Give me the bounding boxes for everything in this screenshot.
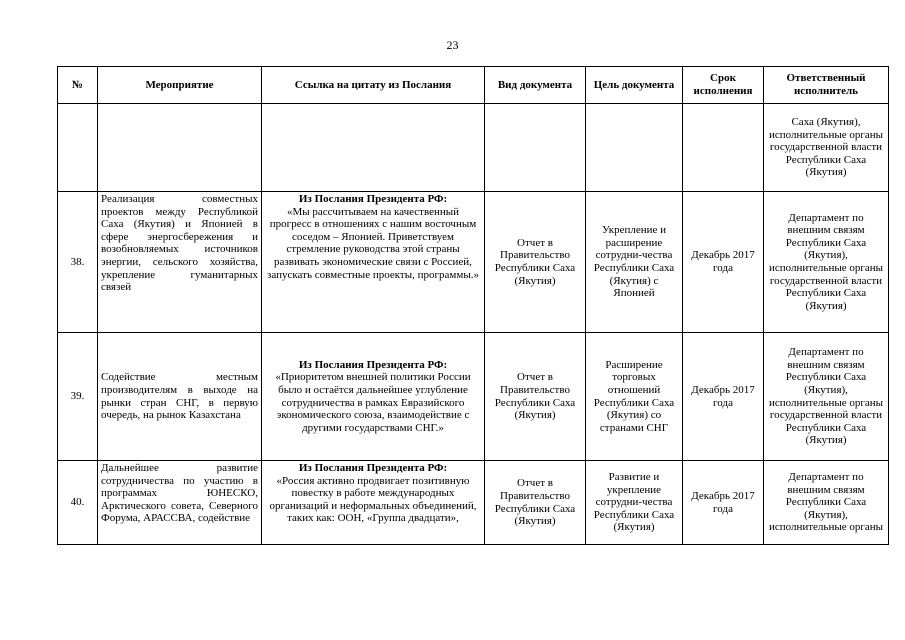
- cell-responsible: Департамент по внешним связям Республики Саха (Якутия), исполнительные органы государственной власти Республики Саха (Якутия): [764, 333, 889, 461]
- cell-doc-type: Отчет в Правительство Республики Саха (Якутия): [485, 192, 586, 333]
- table-header-row: [58, 67, 889, 104]
- header-num: №: [58, 67, 98, 104]
- quote-text: «Мы рассчитываем на качественный прогресс в отношениях с нашим восточным соседом – Японией. Приветствуем стремление руководства этой страны развивать экономические связи с Россией, запускать совместные проекты, программы.»: [267, 205, 479, 281]
- header-doc-type: Вид документа: [485, 67, 586, 104]
- cell-event: [98, 104, 262, 192]
- cell-quote: [262, 461, 485, 545]
- cell-doc-type: [485, 104, 586, 192]
- cell-term: Декабрь 2017 года: [683, 192, 764, 333]
- header-quote: Ссылка на цитату из Послания: [262, 67, 485, 104]
- cell-purpose: Расширение торговых отношений Республики Саха (Якутия) со странами СНГ: [586, 333, 683, 461]
- cell-num: 39.: [58, 333, 98, 461]
- action-plan-table: [57, 66, 889, 545]
- cell-num: 40.: [58, 461, 98, 545]
- quote-text: «Приоритетом внешней политики России было и остаётся дальнейшее углубление сотрудничества в рамках Евразийского экономического союза, взаимодействие с другими государствами СНГ.»: [275, 371, 471, 434]
- cell-term: Декабрь 2017 года: [683, 461, 764, 545]
- cell-purpose: Развитие и укрепление сотрудни-чества Республики Саха (Якутия): [586, 461, 683, 545]
- cell-quote: [262, 333, 485, 461]
- quote-title: Из Послания Президента РФ:: [298, 358, 448, 371]
- cell-responsible: Саха (Якутия), исполнительные органы государственной власти Республики Саха (Якутия): [764, 104, 889, 192]
- cell-responsible: Департамент по внешним связям Республики Саха (Якутия), исполнительные органы: [764, 461, 889, 545]
- table-row: [58, 192, 889, 333]
- table-row: [58, 461, 889, 545]
- table-row-continuation: [58, 104, 889, 192]
- header-event: Мероприятие: [98, 67, 262, 104]
- cell-purpose: Укрепление и расширение сотрудни-чества Республики Саха (Якутия) с Японией: [586, 192, 683, 333]
- table-row: [58, 333, 889, 461]
- cell-num: [58, 104, 98, 192]
- page-number: 23: [446, 38, 459, 52]
- header-responsible: Ответственный исполнитель: [764, 67, 889, 104]
- cell-doc-type: Отчет в Правительство Республики Саха (Якутия): [485, 461, 586, 545]
- cell-num: 38.: [58, 192, 98, 333]
- cell-quote: [262, 192, 485, 333]
- cell-term: [683, 104, 764, 192]
- cell-doc-type: Отчет в Правительство Республики Саха (Якутия): [485, 333, 586, 461]
- quote-title: Из Послания Президента РФ:: [298, 193, 448, 205]
- header-purpose: Цель документа: [586, 67, 683, 104]
- quote-text: «Россия активно продвигает позитивную повестку в работе международных организаций и неформальных объединений, таких как: ООН, «Группа двадцати»,: [269, 474, 477, 525]
- quote-title: Из Послания Президента РФ:: [298, 462, 448, 474]
- cell-responsible: Департамент по внешним связям Республики Саха (Якутия), исполнительные органы государственной власти Республики Саха (Якутия): [764, 192, 889, 333]
- cell-purpose: [586, 104, 683, 192]
- header-term: Срок исполнения: [683, 67, 764, 104]
- cell-event: Содействие местным производителям в выходе на рынки стран СНГ, в первую очередь, на рынок Казахстана: [98, 333, 262, 461]
- cell-event: Реализация совместных проектов между Республикой Саха (Якутия) и Японией в сфере энергосбережения и возобновляемых источников энергии, сельского хозяйства, укрепление гуманитарных связей: [98, 192, 262, 333]
- cell-quote: [262, 104, 485, 192]
- cell-term: Декабрь 2017 года: [683, 333, 764, 461]
- cell-event: Дальнейшее развитие сотрудничества по участию в программах ЮНЕСКО, Арктического совета, Северного Форума, АРАССВА, содействие: [98, 461, 262, 545]
